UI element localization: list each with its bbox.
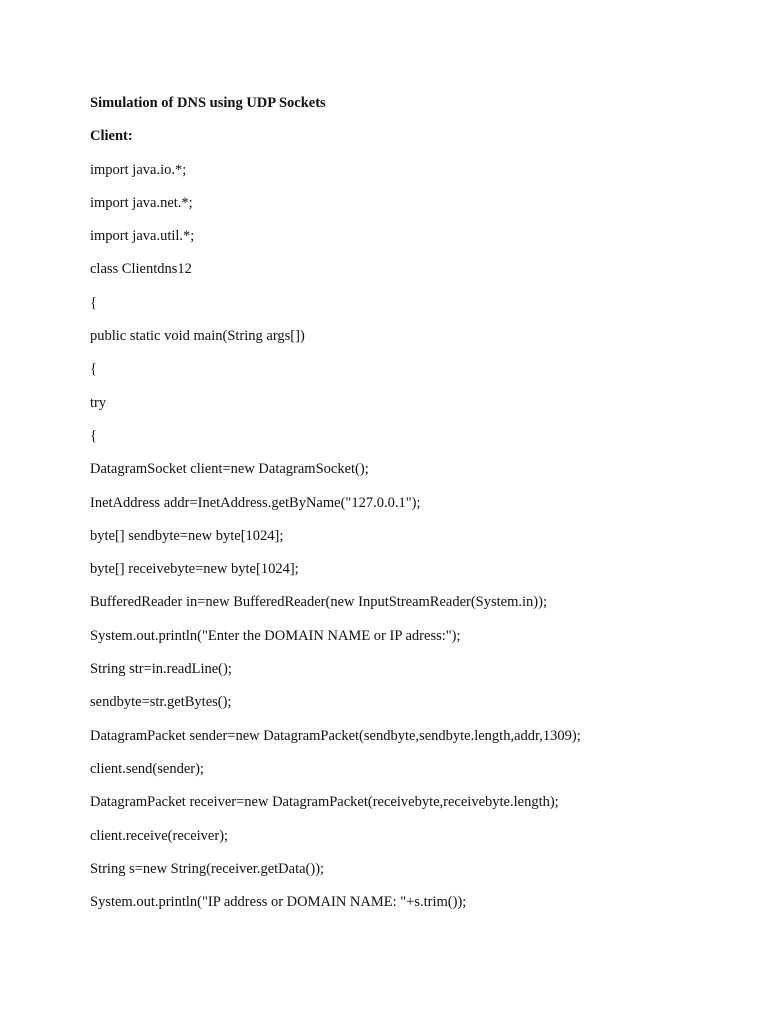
code-line: String s=new String(receiver.getData()); <box>90 860 325 877</box>
code-line: InetAddress addr=InetAddress.getByName("127.0.0.1"); <box>90 494 421 511</box>
code-line: { <box>90 361 97 378</box>
code-line: DatagramSocket client=new DatagramSocket(); <box>90 461 369 478</box>
code-line: byte[] receivebyte=new byte[1024]; <box>90 561 299 578</box>
code-line: try <box>90 394 107 411</box>
code-line: public static void main(String args[]) <box>90 328 305 345</box>
code-line: import java.io.*; <box>90 161 187 178</box>
code-line: { <box>90 427 97 444</box>
code-line: byte[] sendbyte=new byte[1024]; <box>90 527 284 544</box>
code-line: { <box>90 294 97 311</box>
code-line: class Clientdns12 <box>90 261 192 278</box>
document-body <box>90 92 730 924</box>
code-line: import java.net.*; <box>90 194 193 211</box>
code-line: DatagramPacket sender=new DatagramPacket(sendbyte,sendbyte.length,addr,1309); <box>90 727 581 744</box>
code-line: client.send(sender); <box>90 760 204 777</box>
code-line: DatagramPacket receiver=new DatagramPacket(receivebyte,receivebyte.length); <box>90 794 559 811</box>
code-line: System.out.println("Enter the DOMAIN NAME or IP adress:"); <box>90 627 461 644</box>
code-line: import java.util.*; <box>90 228 195 245</box>
section-heading: Client: <box>90 128 133 145</box>
code-line: System.out.println("IP address or DOMAIN NAME: "+s.trim()); <box>90 894 467 911</box>
document-title: Simulation of DNS using UDP Sockets <box>90 95 326 111</box>
code-line: client.receive(receiver); <box>90 827 229 844</box>
code-line: sendbyte=str.getBytes(); <box>90 694 232 711</box>
code-line: BufferedReader in=new BufferedReader(new InputStreamReader(System.in)); <box>90 594 547 611</box>
code-line: String str=in.readLine(); <box>90 661 232 678</box>
